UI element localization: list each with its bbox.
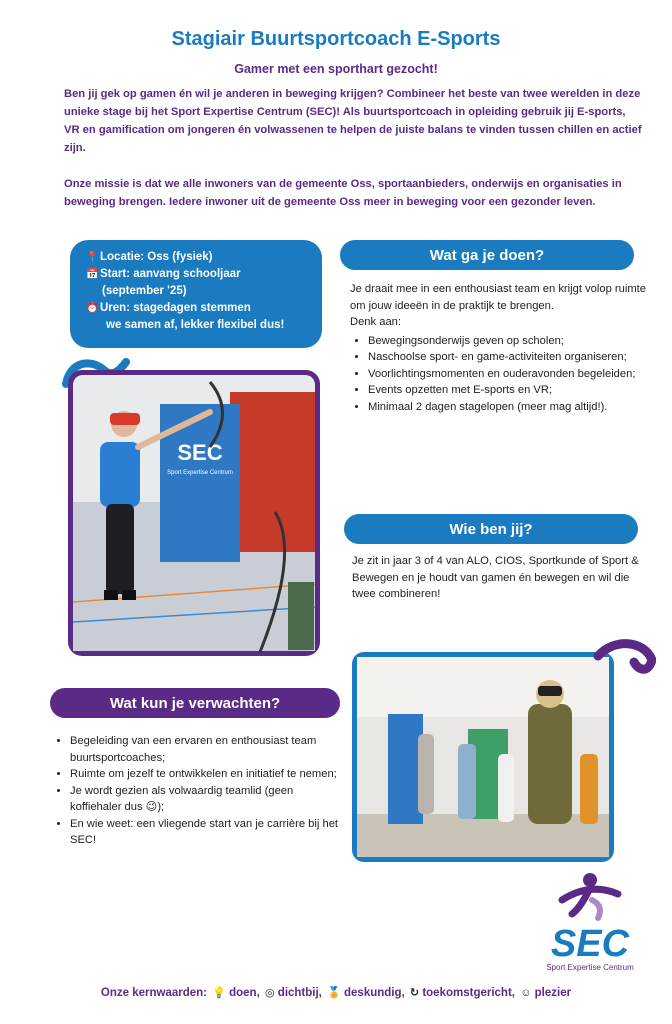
footer-kernwaarden (0, 986, 672, 999)
pin-icon: 📍 (86, 252, 99, 263)
intro-text (64, 85, 644, 211)
alarm-clock-icon: ⏰ (86, 303, 99, 314)
calendar-icon: 📅 (86, 269, 99, 280)
section-doen-intro: Je draait mee in een enthousiast team en krijgt volop ruimte om jouw ideeën in de praktijk te brengen. (350, 283, 647, 312)
footer-value: dichtbij, (277, 987, 322, 999)
heading-wie-ben-jij: Wie ben jij? (344, 514, 638, 544)
photo-vr (348, 634, 656, 864)
smiley-icon: ☺ (520, 987, 532, 999)
intro-paragraph-1: Ben jij gek op gamen én wil je anderen in beweging krijgen? Combineer het beste van twee werelden in deze unieke stage bij het Sport Expertise Centrum (SEC)! Als buurtsportcoach in opleiding gebruik jij E-sports, VR en gamification om jongeren én volwassenen te helpen de juiste balans te vinden tussen chillen en actief zijn. (64, 88, 642, 154)
footer-value: doen, (229, 987, 260, 999)
page-subtitle: Gamer met een sporthart gezocht! (234, 62, 438, 76)
list-item: • Begeleiding van een ervaren en enthousiast team buurtsportcoaches; (70, 733, 342, 766)
footer-label: Onze kernwaarden: (100, 987, 207, 999)
footer-value: deskundig, (344, 987, 405, 999)
footer-value: toekomstgericht, (422, 987, 515, 999)
list-item: • Minimaal 2 dagen stagelopen (meer mag altijd!). (368, 399, 648, 416)
intro-paragraph-2: Onze missie is dat we alle inwoners van de gemeente Oss, sportaanbieders, onderwijs en organisaties in beweging brengen. Iedere inwoner uit de gemeente Oss meer in beweging voor een gezonder leven. (64, 178, 622, 208)
footer-value: plezier (534, 987, 572, 999)
list-item: • Ruimte om jezelf te ontwikkelen en initiatief te nemen; (70, 766, 342, 783)
heading-wat-kun-je-verwachten: Wat kun je verwachten? (50, 688, 340, 718)
info-hours: ⏰ Uren: stagedagen stemmen (86, 300, 308, 317)
banner-subtext: Sport Expertise Centrum (167, 470, 233, 476)
page-title: Stagiair Buurtsportcoach E-Sports (171, 28, 501, 50)
list-item: • Je wordt gezien als volwaardig teamlid (geen koffiehaler dus 😉); (70, 783, 342, 816)
logo-caption: Sport Expertise Centrum (546, 963, 634, 972)
sec-logo (532, 870, 648, 974)
section-doen-text (350, 281, 648, 415)
info-start-cont: (september '25) (102, 285, 187, 297)
list-item: • Voorlichtingsmomenten en ouderavonden begeleiden; (368, 366, 648, 383)
list-item: • Naschoolse sport- en game-activiteiten organiseren; (368, 349, 648, 366)
list-item: • En wie weet: een vliegende start van je carrière bij het SEC! (70, 816, 342, 849)
logo-text: SEC (550, 923, 630, 965)
arrow-forward-icon: ↻ (409, 987, 420, 999)
award-icon: 🏅 (327, 987, 341, 999)
info-start: 📅 Start: aanvang schooljaar (86, 266, 308, 283)
target-icon: ◎ (264, 987, 275, 999)
section-doen-list (350, 333, 648, 416)
section-verwachten-text (52, 731, 342, 849)
list-item: • Bewegingsonderwijs geven op scholen; (368, 333, 648, 350)
info-location: 📍 Locatie: Oss (fysiek) (86, 249, 308, 266)
list-item: • Events opzetten met E-sports en VR; (368, 382, 648, 399)
info-box (70, 240, 322, 348)
section-verwachten-list (52, 733, 342, 849)
section-doen-lead: Denk aan: (350, 316, 401, 328)
banner-text: SEC (177, 440, 223, 465)
photo-archer (60, 352, 322, 658)
info-hours-cont: we samen af, lekker flexibel dus! (106, 319, 285, 331)
section-wie-text: Je zit in jaar 3 of 4 van ALO, CIOS, Sportkunde of Sport & Bewegen en je houdt van gamen én bewegen en wil die twee combineren! (352, 555, 639, 600)
heading-wat-ga-je-doen: Wat ga je doen? (340, 240, 634, 270)
lightbulb-icon: 💡 (212, 987, 226, 999)
